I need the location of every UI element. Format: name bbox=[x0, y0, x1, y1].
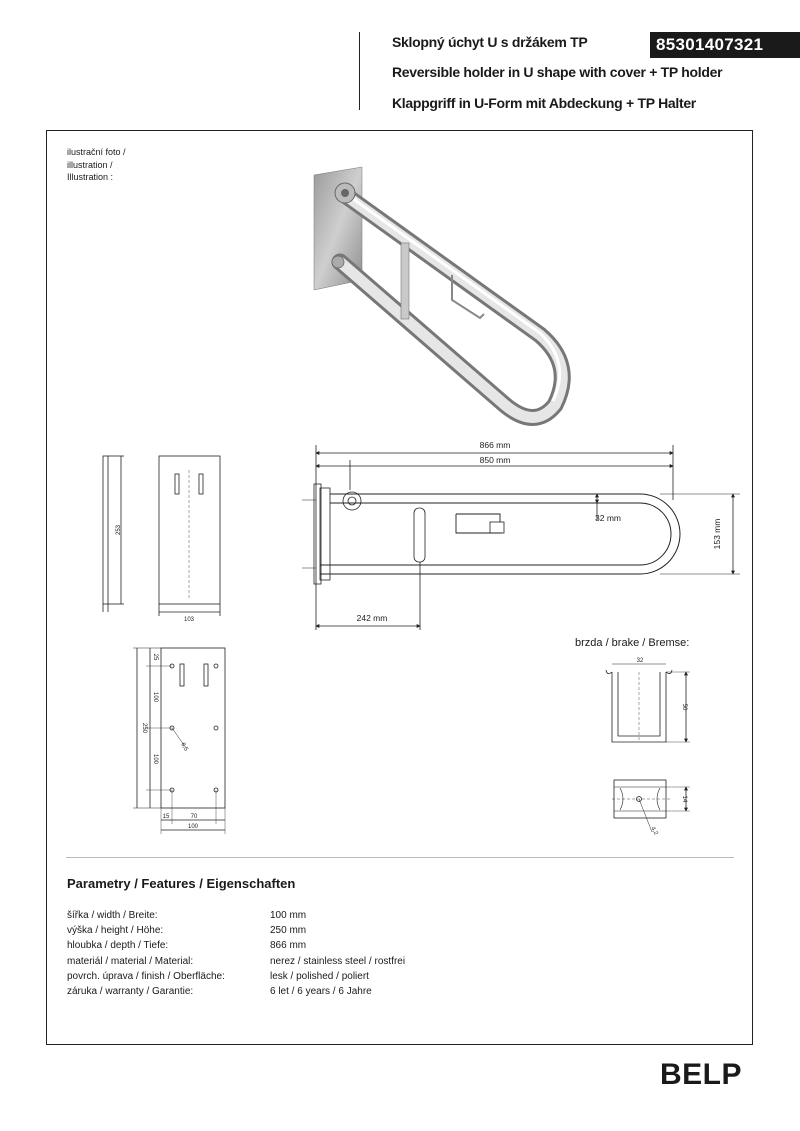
features-list bbox=[67, 908, 405, 999]
feature-label: hloubka / depth / Tiefe: bbox=[67, 940, 169, 952]
height-dim: 153 mm bbox=[712, 518, 722, 550]
plate-height-dim: 250 bbox=[141, 722, 147, 734]
feature-label: výška / height / Höhe: bbox=[67, 925, 164, 937]
section-divider bbox=[66, 857, 734, 858]
brake-width-dim: 32 bbox=[636, 658, 644, 664]
hole-diameter-dim: 6,5 bbox=[179, 742, 189, 753]
overall-length-dim: 866 mm bbox=[479, 440, 511, 450]
caption-line: illustration / bbox=[67, 159, 113, 170]
feature-label: materiál / material / Material: bbox=[67, 955, 194, 967]
feature-value: 250 mm bbox=[270, 925, 307, 937]
top-margin-dim: 25 bbox=[152, 653, 158, 661]
feature-label: záruka / warranty / Garantie: bbox=[67, 986, 194, 998]
plate-width-dim: 103 bbox=[183, 617, 195, 623]
feature-label: povrch. úprava / finish / Oberfläche: bbox=[67, 970, 225, 982]
plate-holes-view bbox=[133, 648, 225, 834]
feature-row bbox=[67, 908, 405, 923]
product-code: 85301407321 bbox=[650, 32, 800, 58]
brand-logo: BELP bbox=[660, 1058, 743, 1091]
brake-hole-dim: 4,2 bbox=[649, 826, 659, 837]
feature-row bbox=[67, 938, 405, 953]
front-plate-view bbox=[159, 456, 220, 616]
hole-spacing-horizontal-dim: 70 bbox=[190, 814, 198, 820]
side-height-dim: 253 bbox=[116, 524, 122, 536]
feature-value: 100 mm bbox=[270, 910, 307, 921]
hinge-offset-dim: 242 mm bbox=[356, 613, 388, 623]
feature-row bbox=[67, 954, 405, 969]
caption-line: Illustration : bbox=[67, 172, 114, 182]
caption-line: ilustrační foto / bbox=[67, 147, 126, 157]
title-german: Klappgriff in U-Form mit Abdeckung + TP Halter bbox=[392, 95, 696, 111]
feature-row bbox=[67, 923, 405, 938]
product-photo bbox=[314, 167, 562, 418]
feature-row bbox=[67, 984, 405, 999]
feature-value: 866 mm bbox=[270, 940, 307, 952]
brake-label: brzda / brake / Bremse: bbox=[575, 637, 690, 649]
base-width-dim: 100 bbox=[187, 824, 199, 830]
top-view bbox=[302, 445, 740, 630]
brake-drawing bbox=[606, 664, 690, 832]
hole-spacing-lower-dim: 100 bbox=[152, 753, 158, 765]
feature-value: lesk / polished / poliert bbox=[270, 970, 369, 982]
hole-spacing-upper-dim: 100 bbox=[152, 691, 158, 703]
bar-length-dim: 850 mm bbox=[479, 455, 511, 465]
brake-height-dim: 50 bbox=[681, 703, 687, 711]
brake-depth-dim: 14 bbox=[681, 795, 687, 803]
title-czech: Sklopný úchyt U s držákem TP bbox=[392, 34, 588, 50]
feature-value: 6 let / 6 years / 6 Jahre bbox=[270, 986, 372, 998]
title-english: Reversible holder in U shape with cover + TP holder bbox=[392, 64, 723, 80]
feature-label: šířka / width / Breite: bbox=[67, 910, 158, 921]
tube-diameter-dim: 32 mm bbox=[595, 513, 621, 523]
feature-row bbox=[67, 969, 405, 984]
feature-value: nerez / stainless steel / rostfrei bbox=[270, 955, 406, 967]
hole-margin-dim: 15 bbox=[162, 814, 170, 820]
features-title: Parametry / Features / Eigenschaften bbox=[67, 876, 296, 891]
